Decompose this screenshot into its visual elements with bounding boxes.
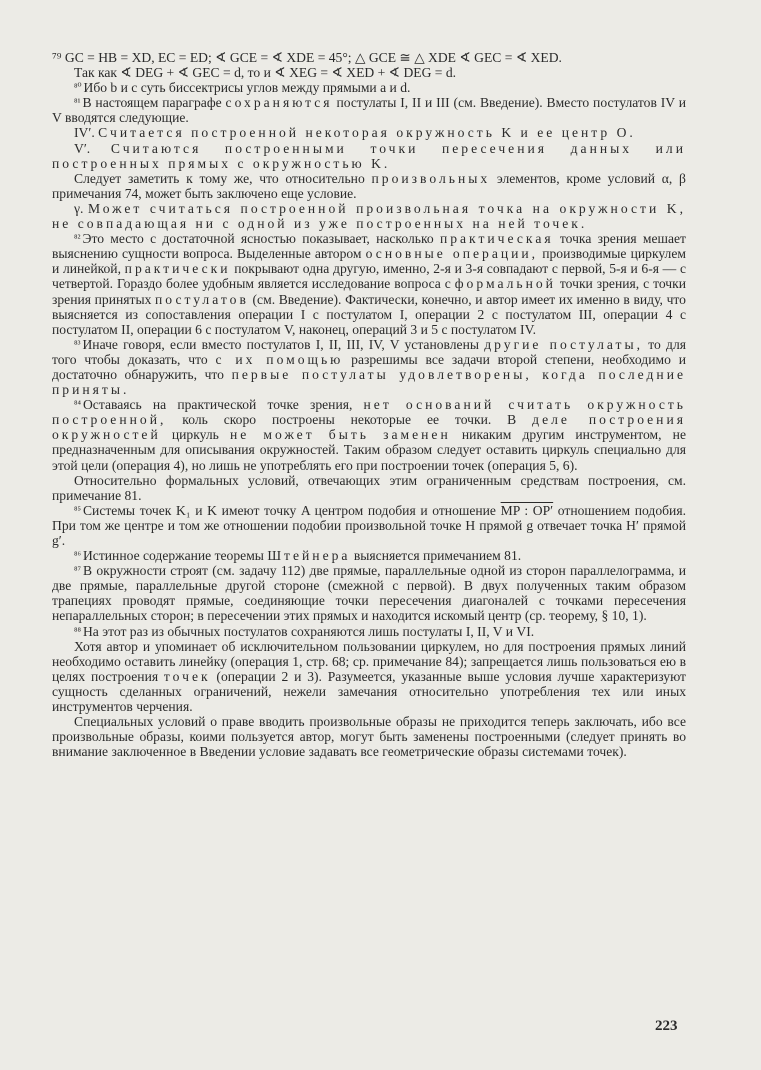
note-number: ⁸³ — [74, 338, 81, 350]
note-81-remark: Следует заметить к тому же, что относительно произвольных элементов, кроме условий α, β примечания 74, может быть заключено еще условие. — [52, 170, 686, 201]
note-number: ⁸¹ — [74, 97, 81, 109]
note-84: ⁸⁴ Оставаясь на практической точке зрения, нет оснований считать окружность построенной, коль скоро построены некоторые ее точки. В деле построения окружностей циркуль не может быть заменен никаким другим инструментом, не предназначенным для описывания окружностей. Таким образом следует оставить циркуль специально для этой цели (операция 4), но лишь не употреблять его при построении точек (операция 5, 6). — [52, 397, 686, 473]
note-number: ⁸² — [74, 233, 81, 245]
postulate-v: V′. Считаются построенными точки пересечения данных или построенных прямых с окружностью K. — [52, 140, 686, 171]
note-88-final: Специальных условий о праве вводить произвольные образы не приходится теперь заключать, ибо все произвольные образы, коими пользуется автор, могут быть заменены построенными (следует принять во внимание заключенное в Введении условие задавать все геометрические образы системами точек). — [52, 714, 686, 760]
postulate-iv: IV′. Считается построенной некоторая окружность K и ее центр O. — [74, 125, 636, 141]
note-84-continued: Относительно формальных условий, отвечающих этим ограниченным средствам построения, см. примечание 81. — [52, 472, 686, 503]
note-83: ⁸³ Иначе говоря, если вместо постулатов I, II, III, IV, V установлены другие постулаты, то для того чтобы доказать, что с их помощью разрешимы все задачи второй степени, необходимо и достаточно обнаружить, что первые постулаты удовлетворены, когда последние приняты. — [52, 336, 687, 398]
note-88: ⁸⁸ На этот раз из обычных постулатов сохраняются лишь постулаты I, II, V и VI. — [74, 623, 535, 639]
note-82: ⁸² Это место с достаточной ясностью показывает, насколько практическая точка зрения мешает выяснению сущности вопроса. Выделенные автором основные операции, производимые циркулем и линейкой, практически покрывают одна другую, именно, 2-я и 3-я совпадают с первой, 5-я и 6-я — с четвертой. Гораздо более удобным является исследование вопроса с формальной точки зрения, с точки зрения принятых постулатов (см. Введение). Фактически, конечно, и автор имеет их именно в виду, что выясняется из сопоставления операции I с постулатом I, операции 2 с постулатом III, операции 4 с постулатом II, операции 6 с постулатом V, наконец, операций 3 и 5 с постулатом IV. — [52, 231, 687, 337]
note-number: ⁸⁰ — [74, 82, 82, 94]
note-85: ⁸⁵ Системы точек K₁ и K имеют точку A центром подобия и отношение MP : OP′ отношением подобия. При том же центре и том же отношении подобии произвольной точке H прямой g отвечает точка H′ прямой g′. — [52, 502, 686, 548]
note-88-continued: Хотя автор и упоминает об исключительном пользовании циркулем, но для построения прямых линий необходимо оставить линейку (операция 1, стр. 68; ср. примечание 84); запрещается лишь пользоваться ею в целях построения точек (операции 2 и 3). Разумеется, указанные выше условия лучше характеризуют сущность сделанных ограничений, нежели замечания относительно употребления тех или иных инструментов черчения. — [52, 638, 686, 715]
note-86: ⁸⁶ Истинное содержание теоремы Штейнера выясняется примечанием 81. — [74, 548, 522, 564]
note-number: ⁸⁵ — [74, 504, 81, 516]
notes-text — [52, 50, 686, 759]
note-number: ⁸⁷ — [74, 565, 81, 577]
note-number: ⁸⁶ — [74, 550, 81, 562]
note-79: ⁷⁹ GC = HB = XD, EC = ED; ∢ GCE = ∢ XDE = 45°; △ GCE ≅ △ XDE ∢ GEC = ∢ XED. — [52, 50, 562, 65]
note-81: ⁸¹ В настоящем параграфе сохраняются постулаты I, II и III (см. Введение). Вместо постулатов IV и V вводятся следующие. — [52, 95, 686, 126]
note-80: ⁸⁰ Ибо b и c суть биссектрисы углов между прямыми a и d. — [74, 80, 411, 96]
condition-gamma: γ. Может считаться построенной произвольная точка на окружности K, не совпадающая ни с одной из уже построенных на ней точек. — [52, 200, 686, 232]
note-87: ⁸⁷ В окружности строят (см. задачу 112) две прямые, параллельные одной из сторон параллелограмма, и две прямые, параллельные другой стороне (смежной с первой). В двух полученных таким образом трапециях проводят прямые, соединяющие точки пересечения диагоналей с точками пересечения непараллельных сторон; в пересечении этих прямых и находится искомый центр (ср. теорему, § 10, 1). — [52, 563, 686, 624]
note-number: ⁸⁸ — [74, 625, 81, 637]
note-number: ⁸⁴ — [74, 399, 81, 411]
page-number: 223 — [655, 1018, 678, 1034]
note-79-continued: Так как ∢ DEG + ∢ GEC = d, то и ∢ XEG = ∢ XED + ∢ DEG = d. — [74, 65, 457, 81]
